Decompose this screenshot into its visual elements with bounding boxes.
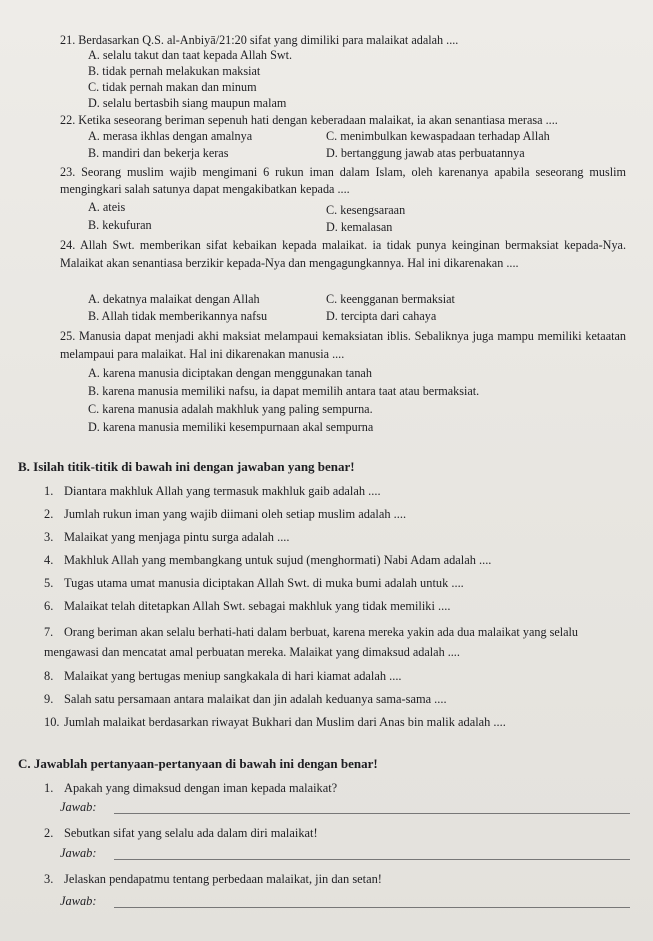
q24-option-d: D. tercipta dari cahaya: [326, 309, 437, 323]
q24-option-a: A. dekatnya malaikat dengan Allah: [88, 292, 260, 306]
answer-label-2: Jawab:: [60, 846, 97, 860]
q24-option-c: C. keengganan bermaksiat: [326, 292, 455, 306]
q22-option-c: C. menimbulkan kewaspadaan terhadap Allah: [326, 129, 550, 143]
q21-option-b: B. tidak pernah melakukan maksiat: [88, 64, 261, 78]
c-item-2: 2. Sebutkan sifat yang selalu ada dalam diri malaikat!: [44, 826, 318, 840]
question-22: 22. Ketika seseorang beriman sepenuh hati dengan keberadaan malaikat, ia akan senantiasa merasa ....: [60, 113, 558, 127]
section-c-title: C. Jawablah pertanyaan-pertanyaan di bawah ini dengan benar!: [18, 756, 378, 771]
q23-option-d: D. kemalasan: [326, 220, 393, 234]
q23-option-c: C. kesengsaraan: [326, 203, 406, 217]
b-item-5: 5. Tugas utama umat manusia diciptakan Allah Swt. di muka bumi adalah untuk ....: [44, 576, 464, 590]
b-item-1: 1. Diantara makhluk Allah yang termasuk makhluk gaib adalah ....: [44, 484, 381, 498]
answer-line-1[interactable]: [114, 813, 630, 814]
q25-option-a: A. karena manusia diciptakan dengan menggunakan tanah: [88, 366, 372, 380]
q21-option-c: C. tidak pernah makan dan minum: [88, 80, 257, 94]
section-b-title: B. Isilah titik-titik di bawah ini dengan jawaban yang benar!: [18, 459, 355, 474]
b-item-9: 9. Salah satu persamaan antara malaikat dan jin adalah keduanya sama-sama ....: [44, 692, 447, 706]
question-21: 21. Berdasarkan Q.S. al-Anbiyā/21:20 sifat yang dimiliki para malaikat adalah ....: [60, 33, 459, 47]
b-item-3: 3. Malaikat yang menjaga pintu surga adalah ....: [44, 530, 290, 544]
q22-option-d: D. bertanggung jawab atas perbuatannya: [326, 146, 525, 160]
question-25: 25. Manusia dapat menjadi akhi maksiat melampaui kemaksiatan iblis. Sebaliknya juga mampu memiliki ketaatan melampaui para malaikat. Hal ini dikarenakan manusia ....: [60, 329, 626, 361]
answer-label-1: Jawab:: [60, 800, 97, 814]
c-item-1: 1. Apakah yang dimaksud dengan iman kepada malaikat?: [44, 781, 338, 795]
q21-option-a: A. selalu takut dan taat kepada Allah Swt.: [88, 48, 293, 62]
b-item-8: 8. Malaikat yang bertugas meniup sangkakala di hari kiamat adalah ....: [44, 669, 402, 683]
answer-label-3: Jawab:: [60, 894, 97, 908]
b-item-10: 10. Jumlah malaikat berdasarkan riwayat Bukhari dan Muslim dari Anas bin malik adalah ....: [44, 715, 506, 729]
answer-line-3[interactable]: [114, 907, 630, 908]
q25-option-b: B. karena manusia memiliki nafsu, ia dapat memilih antara taat atau bermaksiat.: [88, 384, 480, 398]
q22-option-a: A. merasa ikhlas dengan amalnya: [88, 129, 253, 143]
q22-option-b: B. mandiri dan bekerja keras: [88, 146, 229, 160]
question-23: 23. Seorang muslim wajib mengimani 6 rukun iman dalam Islam, oleh karenanya apabila seseorang muslim mengingkari salah satunya dapat mengakibatkan kepada ....: [60, 165, 626, 196]
b-item-4: 4. Makhluk Allah yang membangkang untuk sujud (menghormati) Nabi Adam adalah ....: [44, 553, 492, 567]
question-24: 24. Allah Swt. memberikan sifat kebaikan kepada malaikat. ia tidak punya keinginan bermaksiat kepada-Nya. Malaikat akan senantiasa berzikir kepada-Nya dan mengagungkannya. Hal ini dikarenakan ....: [60, 238, 626, 270]
q25-option-d: D. karena manusia memiliki kesempurnaan akal sempurna: [88, 420, 374, 434]
q23-option-b: B. kekufuran: [88, 218, 152, 232]
q23-option-a: A. ateis: [88, 200, 126, 214]
b-item-7: 7. Orang beriman akan selalu berhati-hati dalam berbuat, karena mereka yakin ada dua malaikat yang selalu mengawasi dan mencatat amal perbuatan mereka. Malaikat yang dimaksud adalah ....: [44, 625, 579, 659]
b-item-6: 6. Malaikat telah ditetapkan Allah Swt. sebagai makhluk yang tidak memiliki ....: [44, 599, 451, 613]
q25-option-c: C. karena manusia adalah makhluk yang paling sempurna.: [88, 402, 373, 416]
answer-line-2[interactable]: [114, 859, 630, 860]
q24-option-b: B. Allah tidak memberikannya nafsu: [88, 309, 268, 323]
b-item-2: 2. Jumlah rukun iman yang wajib diimani oleh setiap muslim adalah ....: [44, 507, 407, 521]
q21-option-d: D. selalu bertasbih siang maupun malam: [88, 96, 287, 110]
c-item-3: 3. Jelaskan pendapatmu tentang perbedaan malaikat, jin dan setan!: [44, 872, 382, 886]
